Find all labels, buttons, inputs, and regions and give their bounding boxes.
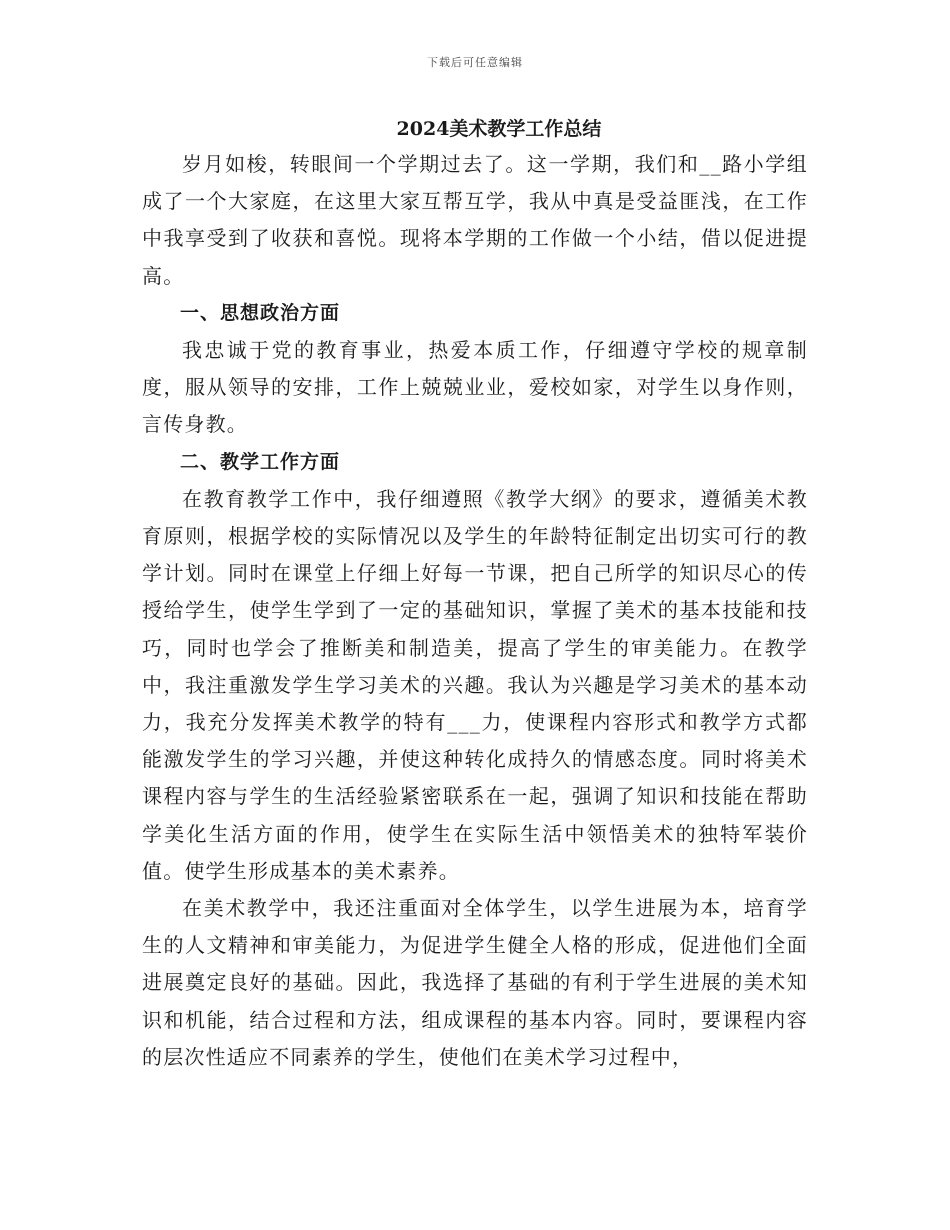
- intro-paragraph: 岁月如梭，转眼间一个学期过去了。这一学期，我们和__路小学组成了一个大家庭，在这里大家互帮互学，我从中真是受益匪浅，在工作中我享受到了收获和喜悦。现将本学期的工作做一个小结，借以促进提高。: [142, 152, 808, 288]
- section-body-teaching-1: 在教育教学工作中，我仔细遵照《教学大纲》的要求，遵循美术教育原则，根据学校的实际情况以及学生的年龄特征制定出切实可行的教学计划。同时在课堂上仔细上好每一节课，把自己所学的知识尽心的传授给学生，使学生学到了一定的基础知识，掌握了美术的基本技能和技巧，同时也学会了推断美和制造美，提高了学生的审美能力。在教学中，我注重激发学生学习美术的兴趣。我认为兴趣是学习美术的基本动力，我充分发挥美术教学的特有___力，使课程内容形式和教学方式都能激发学生的学习兴趣，并使这种转化成持久的情感态度。同时将美术课程内容与学生的生活经验紧密联系在一起，强调了知识和技能在帮助学美化生活方面的作用，使学生在实际生活中领悟美术的独特军装价值。使学生形成基本的美术素养。: [142, 486, 808, 883]
- document-page: [142, 112, 808, 1076]
- document-title: 2024美术教学工作总结: [396, 118, 602, 140]
- section-body-teaching-2: 在美术教学中，我还注重面对全体学生，以学生进展为本，培育学生的人文精神和审美能力，为促进学生健全人格的形成，促进他们全面进展奠定良好的基础。因此，我选择了基础的有利于学生进展的美术知识和机能，结合过程和方法，组成课程的基本内容。同时，要课程内容的层次性适应不同素养的学生，使他们在美术学习过程中，: [142, 896, 808, 1069]
- header-note: 下载后可任意编辑: [427, 56, 523, 69]
- section-body-politics: 我忠诚于党的教育事业，热爱本质工作，仔细遵守学校的规章制度，服从领导的安排，工作上兢兢业业，爱校如家，对学生以身作则，言传身教。: [142, 338, 808, 437]
- section-heading-teaching: 二、教学工作方面: [180, 450, 341, 473]
- section-heading-politics: 一、思想政治方面: [180, 301, 341, 324]
